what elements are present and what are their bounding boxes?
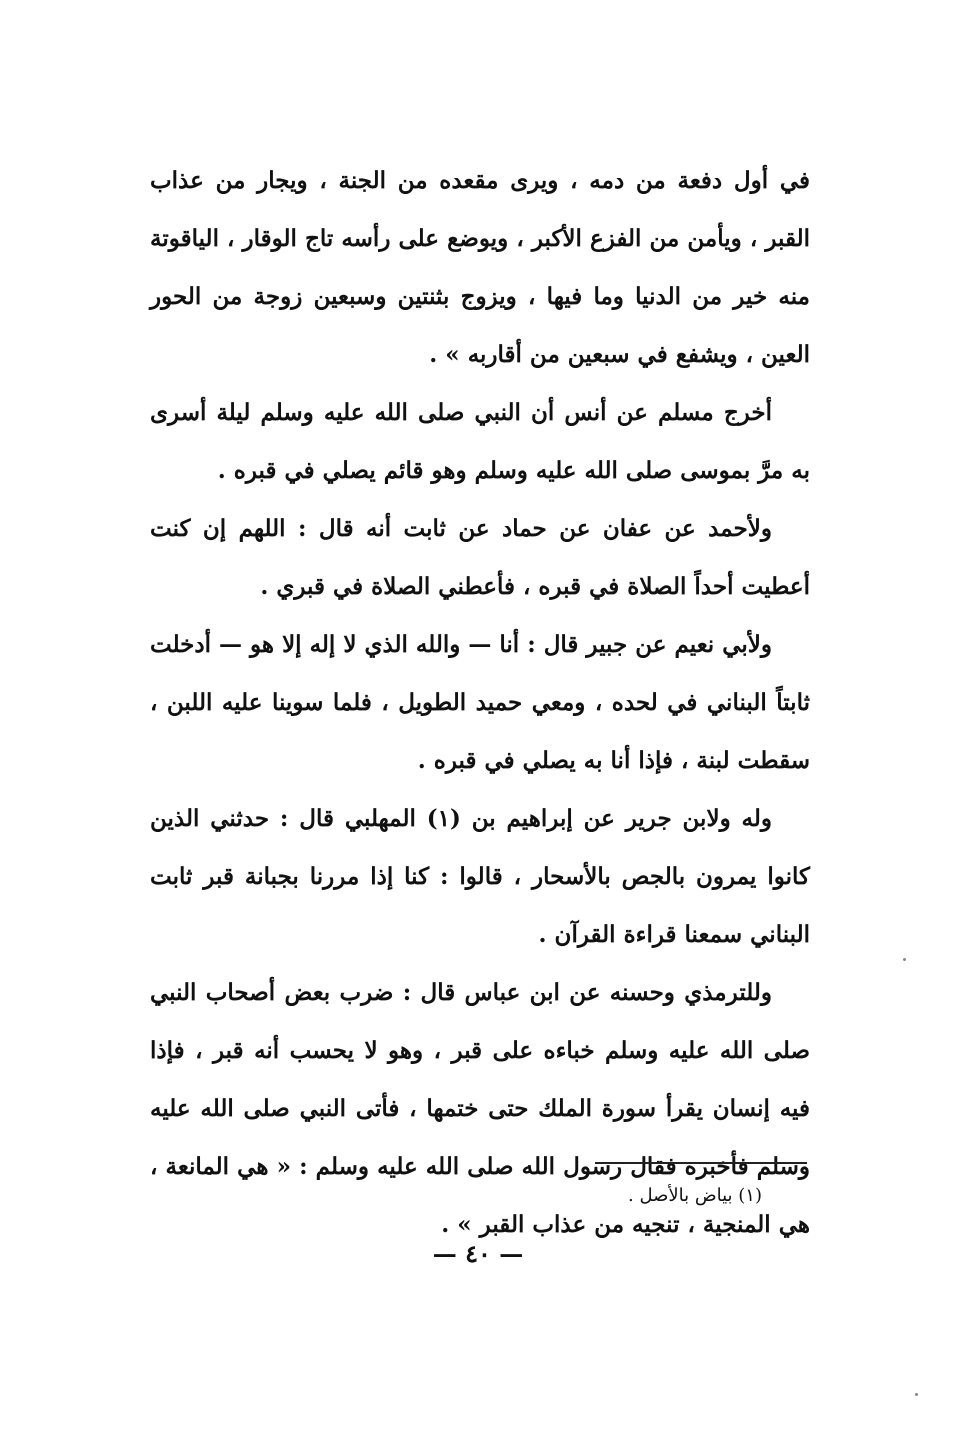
paragraph-4: ولأبي نعيم عن جبير قال : أنا — والله الذي لا إله إلا هو — أدخلت ثابتاً البناني في لحده ، ومعي حميد الطويل ، فلما سوينا عليه اللبن ، سقطت لبنة ، فإذا أنا به يصلي في قبره .: [149, 631, 810, 774]
footnote-separator: [595, 1162, 807, 1164]
page-number: — ٤٠ —: [432, 1239, 524, 1268]
paragraph-2: أخرج مسلم عن أنس أن النبي صلى الله عليه وسلم ليلة أسرى به مرَّ بموسى صلى الله عليه وسلم وهو قائم يصلي في قبره .: [150, 399, 810, 484]
paragraph-1: في أول دفعة من دمه ، ويرى مقعده من الجنة ، ويجار من عذاب القبر ، ويأمن من الفزع الأكبر ، ويوضع على رأسه تاج الوقار ، الياقوتة منه خير من الدنيا وما فيها ، ويزوج بثنتين وسبعين زوجة من الحور العين ، ويشفع في سبعين من أقاربه » .: [150, 167, 810, 368]
scan-speck: [915, 1393, 918, 1396]
paragraph-6: وللترمذي وحسنه عن ابن عباس قال : ضرب بعض أصحاب النبي صلى الله عليه وسلم خباءه على قبر ، وهو لا يحسب أنه قبر ، فإذا فيه إنسان يقرأ سورة الملك حتى ختمها ، فأتى النبي صلى الله عليه وسلم فأخبره فقال رسول الله صلى الله عليه وسلم : « هي المانعة ، هي المنجية ، تنجيه من عذاب القبر » .: [150, 979, 810, 1238]
main-text-block: [150, 152, 810, 1254]
paragraph-3: ولأحمد عن عفان عن حماد عن ثابت أنه قال : اللهم إن كنت أعطيت أحداً الصلاة في قبره ، فأعطني الصلاة في قبري .: [150, 515, 810, 600]
scan-speck: [903, 958, 906, 961]
paragraph-5: وله ولابن جرير عن إبراهيم بن (١) المهلبي قال : حدثني الذين كانوا يمرون بالجص بالأسحار ، قالوا : كنا إذا مررنا بجبانة قبر ثابت البناني سمعنا قراءة القرآن .: [150, 805, 810, 948]
footnote: (١) بياض بالأصل .: [628, 1185, 762, 1206]
